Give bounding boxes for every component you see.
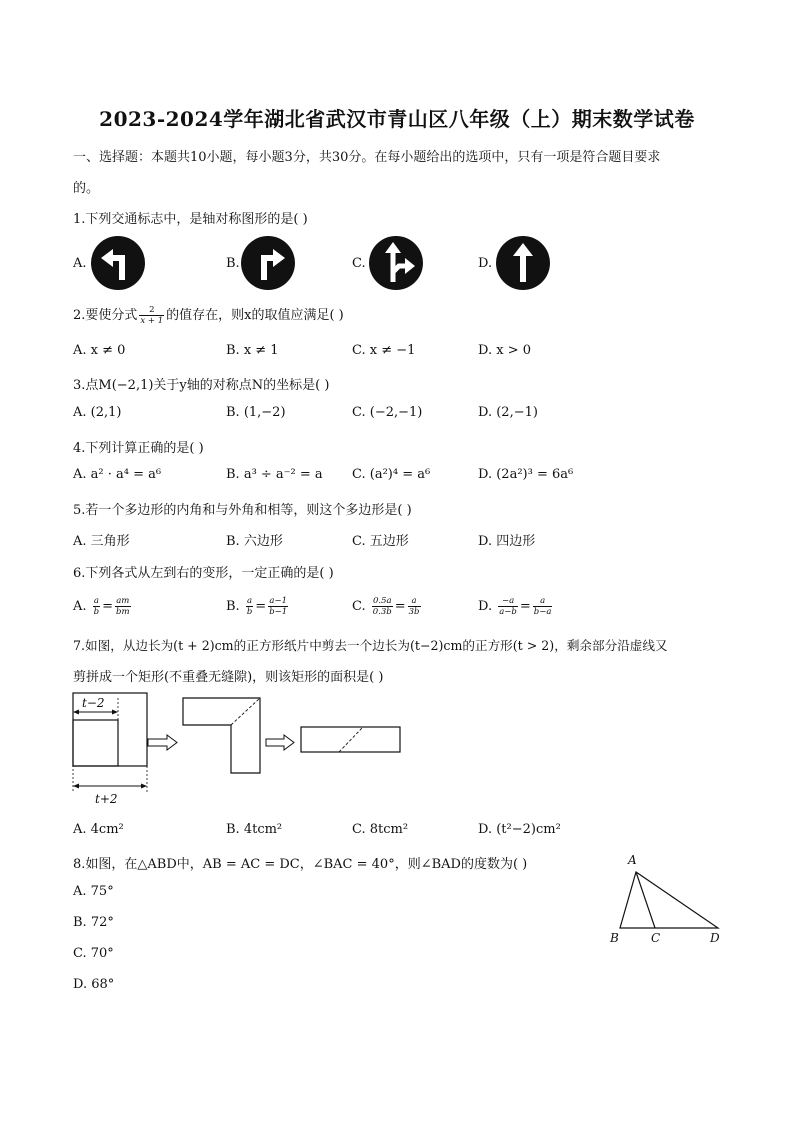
q6-d-left-frac — [498, 596, 518, 617]
q2-stem-pre: 2.要使分式 — [73, 308, 138, 323]
q3-option-b: B. (1,−2) — [226, 405, 286, 420]
straight-or-right-arrow-sign-icon — [369, 236, 423, 290]
q6-c-left-num: 0.5a — [372, 596, 392, 606]
page-title: 2023-2024学年湖北省武汉市青山区八年级（上）期末数学试卷 — [99, 107, 695, 131]
q4-option-b: B. a³ ÷ a⁻² = a — [226, 467, 323, 482]
q8-option-b: B. 72° — [73, 915, 114, 930]
q6-option-d: D. $\frac{-a}{a-b}$ = $\frac{a}{b-a}$ — [478, 596, 552, 617]
q7-stem-line1: 7.如图，从边长为(t + 2)cm的正方形纸片中剪去一个边长为(t−2)cm的正方形(t > 2)，剩余部分沿虚线又 — [73, 638, 668, 653]
q3-option-c: C. (−2,−1) — [352, 405, 423, 420]
section-heading-line1: 一、选择题：本题共10小题，每小题3分，共30分。在每小题给出的选项中，只有一项是符合题目要求 — [73, 150, 661, 165]
q2-frac-den: x + 1 — [140, 316, 164, 326]
q6-a-label: A. — [73, 599, 87, 614]
q6-d-left-num: −a — [498, 596, 518, 607]
q8-option-d: D. 68° — [73, 977, 115, 992]
q6-c-right-den: 3b — [408, 607, 420, 617]
q6-c-right-frac — [408, 596, 421, 617]
q8-segment-ac — [636, 872, 655, 928]
q8-point-d: D — [710, 931, 720, 945]
q8-point-b: B — [610, 931, 619, 945]
q8-point-a: A — [628, 853, 637, 867]
q8-point-c: C — [651, 931, 661, 945]
q2-option-a: A. x ≠ 0 — [73, 343, 126, 358]
q2-option-c: C. x ≠ −1 — [352, 343, 416, 358]
q2-stem-post: 的值存在，则x的取值应满足( ) — [166, 308, 344, 323]
q7-option-c: C. 8tcm² — [352, 822, 409, 837]
q7-option-d: D. (t²−2)cm² — [478, 822, 561, 837]
q6-d-left-den: a−b — [499, 607, 517, 617]
q6-a-right-num: am — [116, 596, 130, 606]
q7-small-square — [73, 720, 118, 766]
q8-option-a: A. 75° — [73, 884, 114, 899]
q7-option-b: B. 4tcm² — [226, 822, 283, 837]
q7-stem-line2: 剪拼成一个矩形(不重叠无缝隙)，则该矩形的面积是( ) — [73, 670, 384, 685]
q6-b-right-num: a−1 — [269, 596, 287, 606]
q1-option-b-label: B. — [226, 256, 240, 271]
q6-d-label: D. — [478, 599, 493, 614]
q8-option-c: C. 70° — [73, 946, 114, 961]
q8-triangle-abd — [620, 872, 718, 928]
q1-option-a-label: A. — [73, 256, 87, 271]
q6-a-left-den: b — [93, 607, 100, 617]
q4-option-a: A. a² · a⁴ = a⁶ — [73, 467, 162, 482]
q6-b-left-den: b — [246, 607, 253, 617]
q6-a-right-den: bm — [116, 607, 130, 617]
q5-option-a: A. 三角形 — [73, 534, 130, 549]
q1-stem: 1.下列交通标志中，是轴对称图形的是( ) — [73, 212, 308, 227]
straight-arrow-sign-icon — [496, 236, 550, 290]
q6-a-right-frac — [115, 596, 131, 617]
q6-d-right-num: a — [533, 596, 553, 607]
q6-c-right-num: a — [408, 596, 421, 607]
section-heading-line2: 的。 — [73, 181, 100, 196]
q6-a-left-num: a — [93, 596, 99, 606]
q1-option-c-label: C. — [352, 256, 366, 271]
q6-a-left-frac — [93, 596, 100, 617]
q2-frac-num: 2 — [139, 305, 164, 316]
q3-stem: 3.点M(−2,1)关于y轴的对称点N的坐标是( ) — [73, 378, 330, 393]
q7-option-a: A. 4cm² — [73, 822, 124, 837]
q2-option-b: B. x ≠ 1 — [226, 343, 279, 358]
q6-c-left-frac — [372, 596, 393, 617]
q2-stem — [73, 304, 344, 326]
q1-option-d-label: D. — [478, 256, 493, 271]
q5-option-d: D. 四边形 — [478, 534, 536, 549]
q7-label-top: t−2 — [82, 696, 105, 710]
q4-option-d: D. (2a²)³ = 6a⁶ — [478, 467, 574, 482]
q6-option-b: B. $\frac{a}{b}$ = $\frac{a-1}{b-1}$ — [226, 596, 288, 617]
q2-option-d: D. x > 0 — [478, 343, 531, 358]
q6-b-label: B. — [226, 599, 240, 614]
q6-b-right-frac — [268, 596, 288, 617]
turn-left-arrow-sign-icon — [91, 236, 145, 290]
q6-c-label: C. — [352, 599, 366, 614]
q6-b-left-frac — [246, 596, 253, 617]
q3-option-d: D. (2,−1) — [478, 405, 538, 420]
q6-option-a: A. $\frac{a}{b}$ = $\frac{am}{bm}$ — [73, 596, 130, 617]
q6-stem: 6.下列各式从左到右的变形，一定正确的是( ) — [73, 566, 334, 581]
q7-label-bottom: t+2 — [95, 792, 118, 806]
q6-d-right-frac — [533, 596, 553, 617]
q6-option-c: C. $\frac{0.5a}{0.3b}$ = $\frac{a}{3b}$ — [352, 596, 420, 617]
q2-fraction — [139, 305, 164, 326]
q4-stem: 4.下列计算正确的是( ) — [73, 441, 204, 456]
q6-d-right-den: b−a — [533, 607, 552, 617]
q4-option-c: C. (a²)⁴ = a⁶ — [352, 467, 431, 482]
q5-stem: 5.若一个多边形的内角和与外角和相等，则这个多边形是( ) — [73, 503, 412, 518]
q6-b-left-num: a — [247, 596, 253, 606]
q8-stem: 8.如图，在△ABD中，AB = AC = DC，∠BAC = 40°，则∠BAD的度数为( ) — [73, 857, 528, 872]
q3-option-a: A. (2,1) — [73, 405, 122, 420]
q7-l-shape — [183, 698, 260, 773]
q5-option-b: B. 六边形 — [226, 534, 283, 549]
q6-b-right-den: b−1 — [269, 607, 288, 617]
q5-option-c: C. 五边形 — [352, 534, 409, 549]
q6-c-left-den: 0.3b — [372, 607, 392, 617]
turn-right-arrow-sign-icon — [241, 236, 295, 290]
